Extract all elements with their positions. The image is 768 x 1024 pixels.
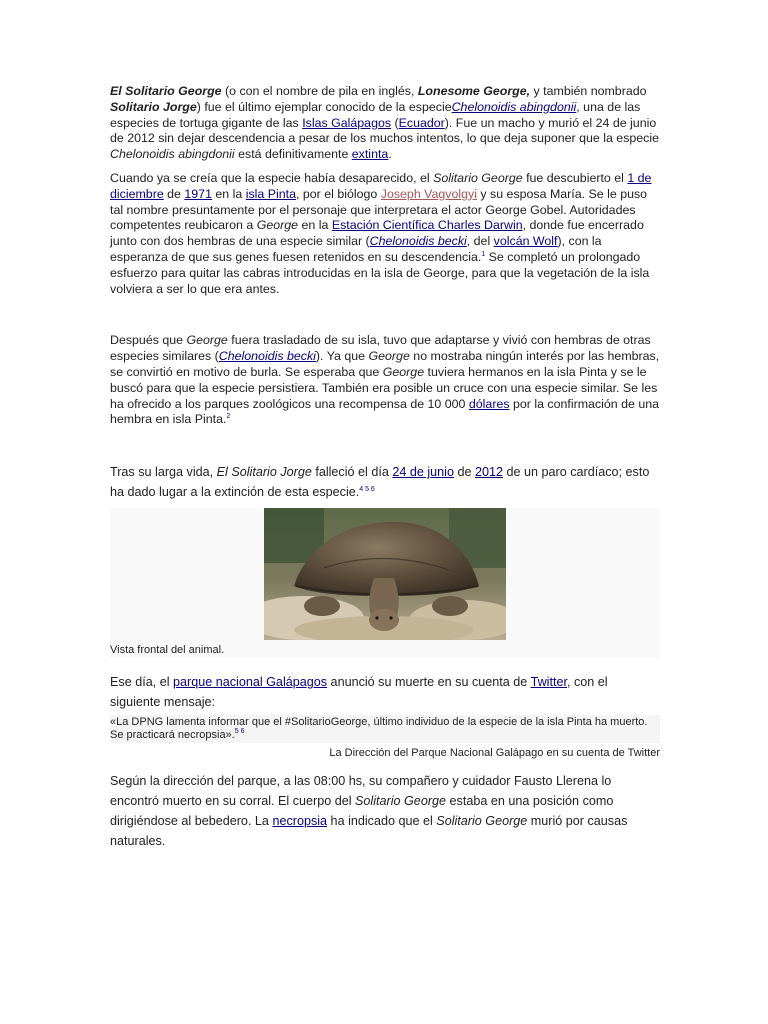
footnote-link[interactable]: 4 5 6 bbox=[359, 486, 375, 494]
link-estacion-cientifica-charles-darwin[interactable]: Estación Científica Charles Darwin bbox=[331, 218, 523, 233]
italic-text: Solitario George bbox=[355, 794, 447, 809]
text: ha indicado que el bbox=[327, 814, 437, 829]
link-label: Chelonoidis becki bbox=[218, 349, 316, 364]
paragraph-death bbox=[110, 462, 660, 502]
text: ). Ya que bbox=[315, 349, 369, 364]
paragraph-announcement bbox=[110, 672, 660, 712]
text: fuera trasladado de su isla, tuvo que adaptarse y vivió con hembras de otras especies similares ( bbox=[110, 333, 651, 364]
link-parque-nacional-galapagos[interactable]: parque nacional Galápagos bbox=[173, 675, 328, 690]
text: , donde fue encerrado junto con dos hembras de una especie similar ( bbox=[110, 218, 644, 249]
text: , una de las especies de tortuga gigante de las bbox=[110, 99, 641, 130]
text: Tras su larga vida, bbox=[110, 465, 217, 480]
quote-text: «La DPNG lamenta informar que el #SolitarioGeorge, último individuo de la especie de la isla Pinta ha muerto. Se practicará necropsia». bbox=[110, 716, 648, 742]
link-extinta[interactable]: extinta bbox=[351, 147, 389, 162]
paragraph-discovery bbox=[110, 171, 660, 297]
link-label: Chelonoidis becki bbox=[369, 234, 467, 249]
figure-tortoise bbox=[110, 508, 660, 658]
paragraph-cause bbox=[110, 771, 660, 851]
link-chelonoidis-becki[interactable] bbox=[219, 349, 316, 363]
text: ). Fue un macho y murió el 24 de junio de 2012 sin dejar descendencia a pesar de los muchos intentos, lo que deja suponer que la especie bbox=[110, 115, 660, 146]
text: Según la dirección del parque, a las 08:00 hs, su compañero y cuidador Fausto Llerena lo encontró muerto en su corral. El cuerpo del bbox=[110, 774, 612, 809]
figure-caption: Vista frontal del animal. bbox=[110, 644, 225, 657]
link-2012[interactable]: 2012 bbox=[474, 465, 504, 480]
text: , con el siguiente mensaje: bbox=[110, 675, 608, 710]
text: , del bbox=[466, 234, 494, 249]
text: ), con la esperanza de que sus genes fuesen retenidos en su descendencia. bbox=[110, 234, 602, 264]
text: estaba en una posición como dirigiéndose al bebedero. La bbox=[110, 794, 614, 829]
italic-text: El Solitario Jorge bbox=[216, 465, 312, 480]
article-body bbox=[110, 84, 660, 851]
text: (o con el nombre de pila en inglés, bbox=[221, 84, 418, 98]
tortoise-photo bbox=[264, 508, 506, 640]
paragraph-captivity bbox=[110, 333, 660, 428]
quote-source: La Dirección del Parque Nacional Galápago en su cuenta de Twitter bbox=[329, 747, 660, 760]
link-ecuador[interactable]: Ecuador bbox=[398, 115, 445, 130]
text: anunció su muerte en su cuenta de bbox=[327, 675, 531, 690]
paragraph-intro bbox=[110, 84, 660, 163]
footnote-ref bbox=[226, 413, 230, 420]
italic-text: George bbox=[368, 349, 410, 364]
text: de bbox=[163, 186, 185, 201]
text: Después que bbox=[110, 333, 187, 348]
text: de bbox=[453, 465, 475, 480]
link-1971[interactable]: 1971 bbox=[184, 186, 212, 201]
text: de un paro cardíaco; esto ha dado lugar a la extinción de esta especie. bbox=[110, 465, 650, 500]
footnote-link[interactable]: 1 bbox=[481, 250, 486, 258]
link-twitter[interactable]: Twitter bbox=[530, 675, 567, 690]
link-chelonoidis-becki[interactable] bbox=[370, 234, 467, 248]
italic-text: Chelonoidis abingdonii bbox=[110, 147, 235, 162]
italic-text: George bbox=[256, 218, 299, 233]
text: Cuando ya se creía que la especie había desaparecido, el bbox=[110, 170, 434, 185]
text: y su esposa María. Se le puso tal nombre presuntamente por el personaje que interpretara el actor George Gobel. Autoridades competentes reubicaron a bbox=[110, 186, 648, 233]
text: ( bbox=[391, 115, 399, 130]
link-joseph-vagvolgyi[interactable]: Joseph Vagvolgyi bbox=[380, 186, 477, 201]
footnote-ref bbox=[359, 486, 375, 493]
link-isla-pinta[interactable]: isla Pinta bbox=[245, 186, 297, 201]
text: por la confirmación de una hembra en isla Pinta. bbox=[110, 396, 659, 427]
text: fue descubierto el bbox=[522, 170, 628, 185]
link-chelonoidis-abingdonii[interactable] bbox=[452, 100, 577, 114]
bold-italic-text: El Solitario George bbox=[110, 84, 222, 98]
link-islas-galapagos[interactable]: Islas Galápagos bbox=[302, 115, 392, 130]
link-volcan-wolf[interactable]: volcán Wolf bbox=[493, 234, 558, 249]
text: Ese día, el bbox=[110, 675, 174, 690]
link-1-de-diciembre[interactable]: 1 de diciembre bbox=[110, 170, 652, 201]
text: está definitivamente bbox=[234, 147, 352, 162]
text: y también nombrado bbox=[530, 84, 647, 98]
blockquote bbox=[110, 715, 660, 743]
italic-text: Solitario George bbox=[433, 170, 523, 185]
italic-text: George bbox=[382, 364, 425, 379]
text: Se completó un prolongado esfuerzo para quitar las cabras introducidas en la isla de George, para que la vegetación de la isla volviera a ser lo que era antes. bbox=[110, 249, 650, 296]
italic-text: Solitario George bbox=[436, 814, 528, 829]
text: falleció el día bbox=[311, 465, 393, 480]
text: . bbox=[388, 147, 392, 162]
bold-italic-text: Solitario Jorge bbox=[110, 99, 197, 114]
link-dolares[interactable]: dólares bbox=[468, 396, 510, 411]
footnote-link[interactable]: 5 6 bbox=[234, 728, 245, 736]
footnote-link[interactable]: 2 bbox=[226, 413, 231, 421]
italic-text: George bbox=[186, 333, 228, 348]
text: , por el biólogo bbox=[296, 186, 381, 201]
text: en la bbox=[211, 186, 246, 201]
text: murió por causas naturales. bbox=[110, 814, 628, 849]
footnote-ref bbox=[235, 728, 245, 735]
link-label: Chelonoidis abingdonii bbox=[451, 99, 577, 114]
bold-italic-text: Lonesome George, bbox=[417, 84, 531, 98]
text: no mostraba ningún interés por las hembras, se convirtió en motivo de burla. Se esperaba que bbox=[110, 349, 660, 379]
link-necropsia[interactable]: necropsia bbox=[272, 814, 328, 829]
text: ) fue el último ejemplar conocido de la especie bbox=[196, 99, 452, 114]
text: tuviera hermanos en la isla Pinta y se le buscó para que la especie persistiera. También era posible un cruce con una especie similar. Se les ha ofrecido a los parques zoológicos una recompensa de 10 000 bbox=[110, 364, 658, 411]
text: en la bbox=[298, 218, 332, 233]
link-24-de-junio[interactable]: 24 de junio bbox=[392, 465, 454, 480]
